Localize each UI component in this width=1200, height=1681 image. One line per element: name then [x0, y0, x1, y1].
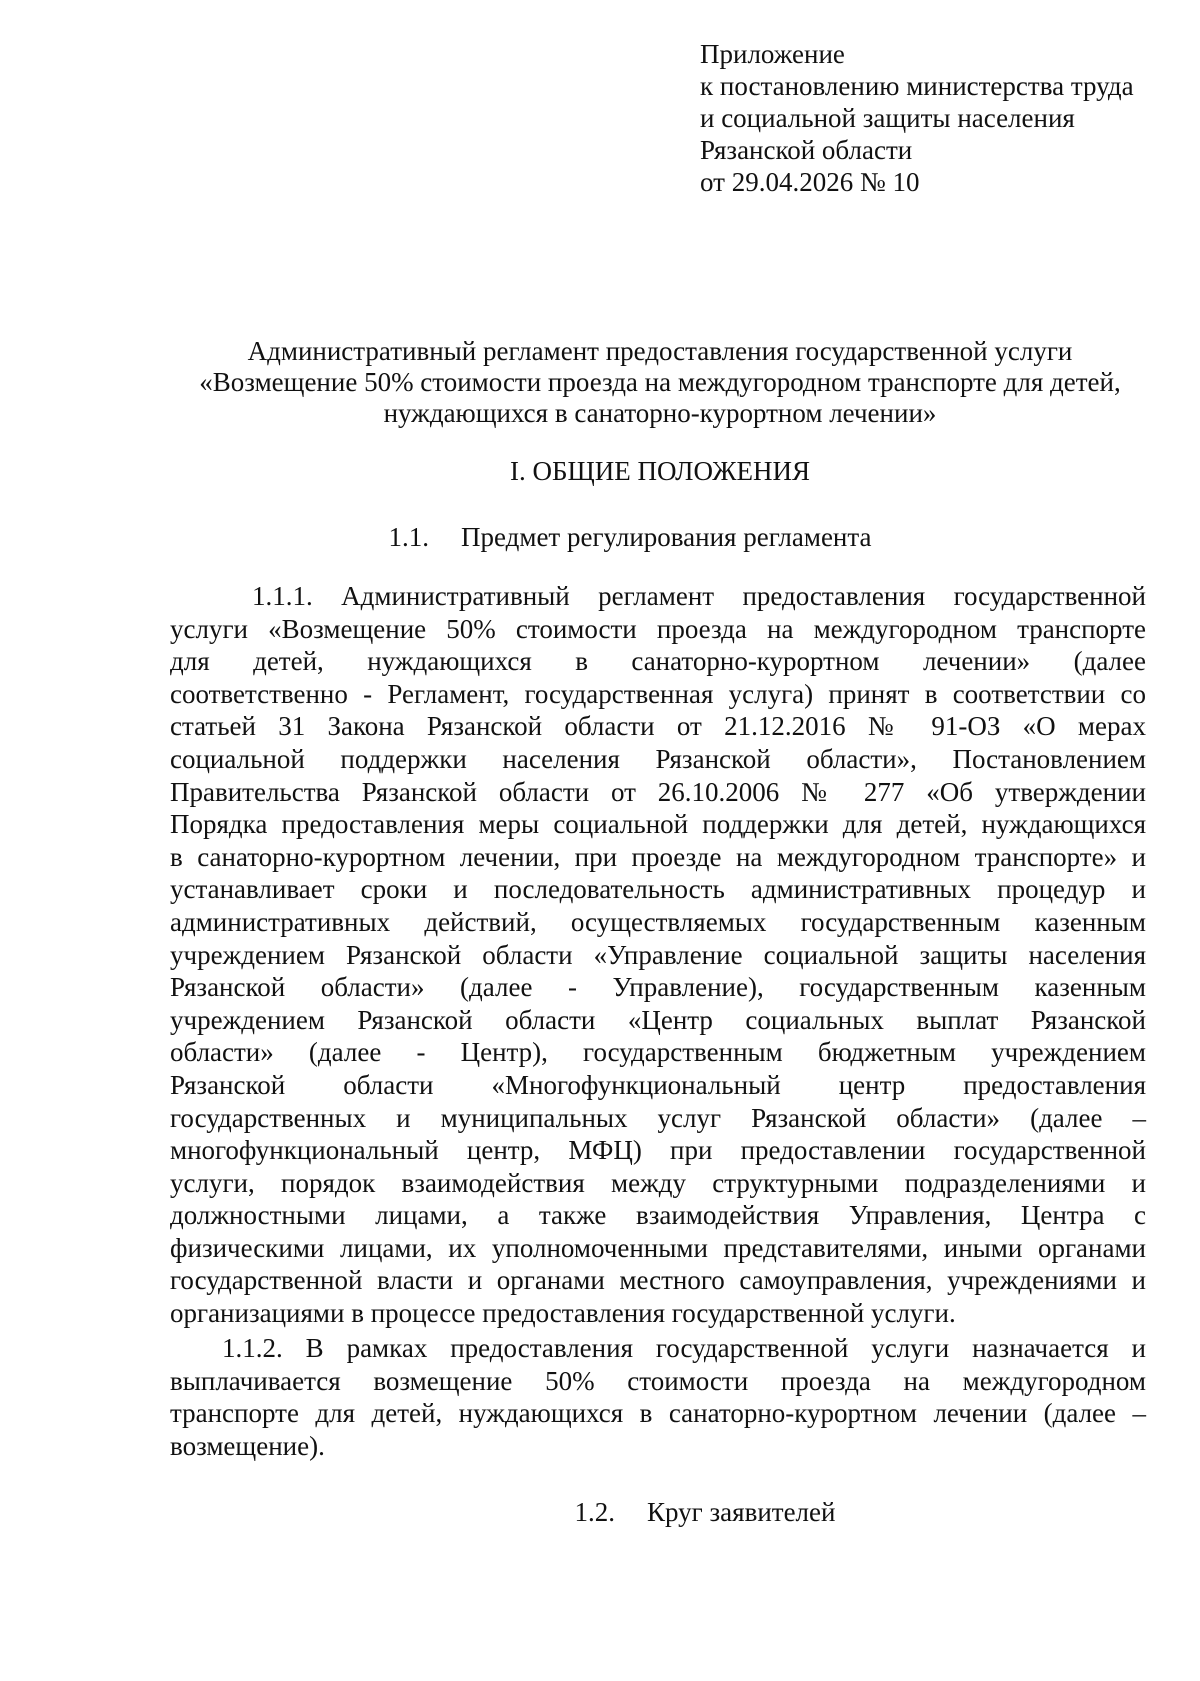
paragraph-line: устанавливает сроки и последовательность административных процедур и: [170, 874, 1146, 905]
paragraph-line: 1.1.1. Административный регламент предоставления государственной: [252, 581, 1146, 611]
paragraph-line: транспорте для детей, нуждающихся в санаторно-курортном лечении (далее –: [170, 1398, 1146, 1429]
paragraph-line: организациями в процессе предоставления государственной услуги.: [170, 1298, 956, 1329]
paragraph-line: 1.1.2. В рамках предоставления государственной услуги назначается и: [222, 1333, 1146, 1363]
appendix-line: к постановлению министерства труда: [700, 71, 1134, 101]
subsection-number: 1.1.: [388, 522, 429, 552]
paragraph-line: Рязанской области» (далее - Управление), государственным казенным: [170, 972, 1146, 1003]
appendix-block: [700, 38, 1170, 198]
appendix-line: от 29.04.2026 № 10: [700, 167, 920, 197]
paragraph-line: Рязанской области «Многофункциональный центр предоставления: [170, 1069, 1146, 1100]
title-line: нуждающихся в санаторно-курортном лечении»: [383, 398, 937, 428]
appendix-line: и социальной защиты населения: [700, 103, 1075, 133]
paragraph-line: учреждением Рязанской области «Управление социальной защиты населения: [170, 939, 1146, 970]
paragraph-line: многофункциональный центр, МФЦ) при предоставлении государственной: [170, 1135, 1146, 1166]
subsection-number: 1.2.: [574, 1497, 616, 1527]
paragraph-line: для детей, нуждающихся в санаторно-курортном лечении» (далее: [170, 646, 1146, 677]
appendix-line: Рязанской области: [700, 135, 913, 165]
paragraph-line: Порядка предоставления меры социальной поддержки для детей, нуждающихся: [170, 809, 1146, 840]
paragraph-line: услуги «Возмещение 50% стоимости проезда на междугородном транспорте: [170, 613, 1146, 644]
paragraph-line: государственных и муниципальных услуг Рязанской области» (далее –: [170, 1102, 1146, 1133]
paragraph-line: области» (далее - Центр), государственным бюджетным учреждением: [170, 1037, 1146, 1068]
document-title: [160, 336, 1160, 429]
paragraph-line: услуги, порядок взаимодействия между структурными подразделениями и: [170, 1167, 1146, 1198]
subsection-title: Предмет регулирования регламента: [461, 522, 872, 552]
title-line: Административный регламент предоставления государственной услуги: [247, 336, 1073, 366]
paragraph-line: государственной власти и органами местного самоуправления, учреждениями и: [170, 1265, 1146, 1296]
paragraph-line: должностными лицами, а также взаимодействия Управления, Центра с: [170, 1200, 1146, 1231]
paragraph-line: статьей 31 Закона Рязанской области от 21.12.2016 № 91-ОЗ «О мерах: [170, 711, 1146, 742]
paragraph-1-1-2: [170, 1332, 1146, 1462]
appendix-line: Приложение: [700, 39, 845, 69]
paragraph-line: социальной поддержки населения Рязанской области», Постановлением: [170, 743, 1146, 774]
paragraph-line: соответственно - Регламент, государственная услуга) принят в соответствии со: [170, 678, 1146, 709]
paragraph-line: Правительства Рязанской области от 26.10.2006 № 277 «Об утверждении: [170, 776, 1146, 807]
section-heading: I. ОБЩИЕ ПОЛОЖЕНИЯ: [510, 456, 810, 486]
paragraph-1-1-1: [170, 580, 1146, 1330]
subsection-heading-1-1: [130, 521, 1130, 553]
paragraph-line: физическими лицами, их уполномоченными представителями, иными органами: [170, 1232, 1146, 1263]
subsection-title: Круг заявителей: [647, 1497, 836, 1527]
paragraph-line: административных действий, осуществляемых государственным казенным: [170, 906, 1146, 937]
paragraph-line: учреждением Рязанской области «Центр социальных выплат Рязанской: [170, 1004, 1146, 1035]
paragraph-line: в санаторно-курортном лечении, при проезде на междугородном транспорте» и: [170, 841, 1146, 872]
paragraph-line: возмещение).: [170, 1430, 325, 1461]
subsection-heading-1-2: [205, 1496, 1200, 1528]
title-line: «Возмещение 50% стоимости проезда на междугородном транспорте для детей,: [199, 367, 1121, 397]
paragraph-line: выплачивается возмещение 50% стоимости проезда на междугородном: [170, 1365, 1146, 1396]
